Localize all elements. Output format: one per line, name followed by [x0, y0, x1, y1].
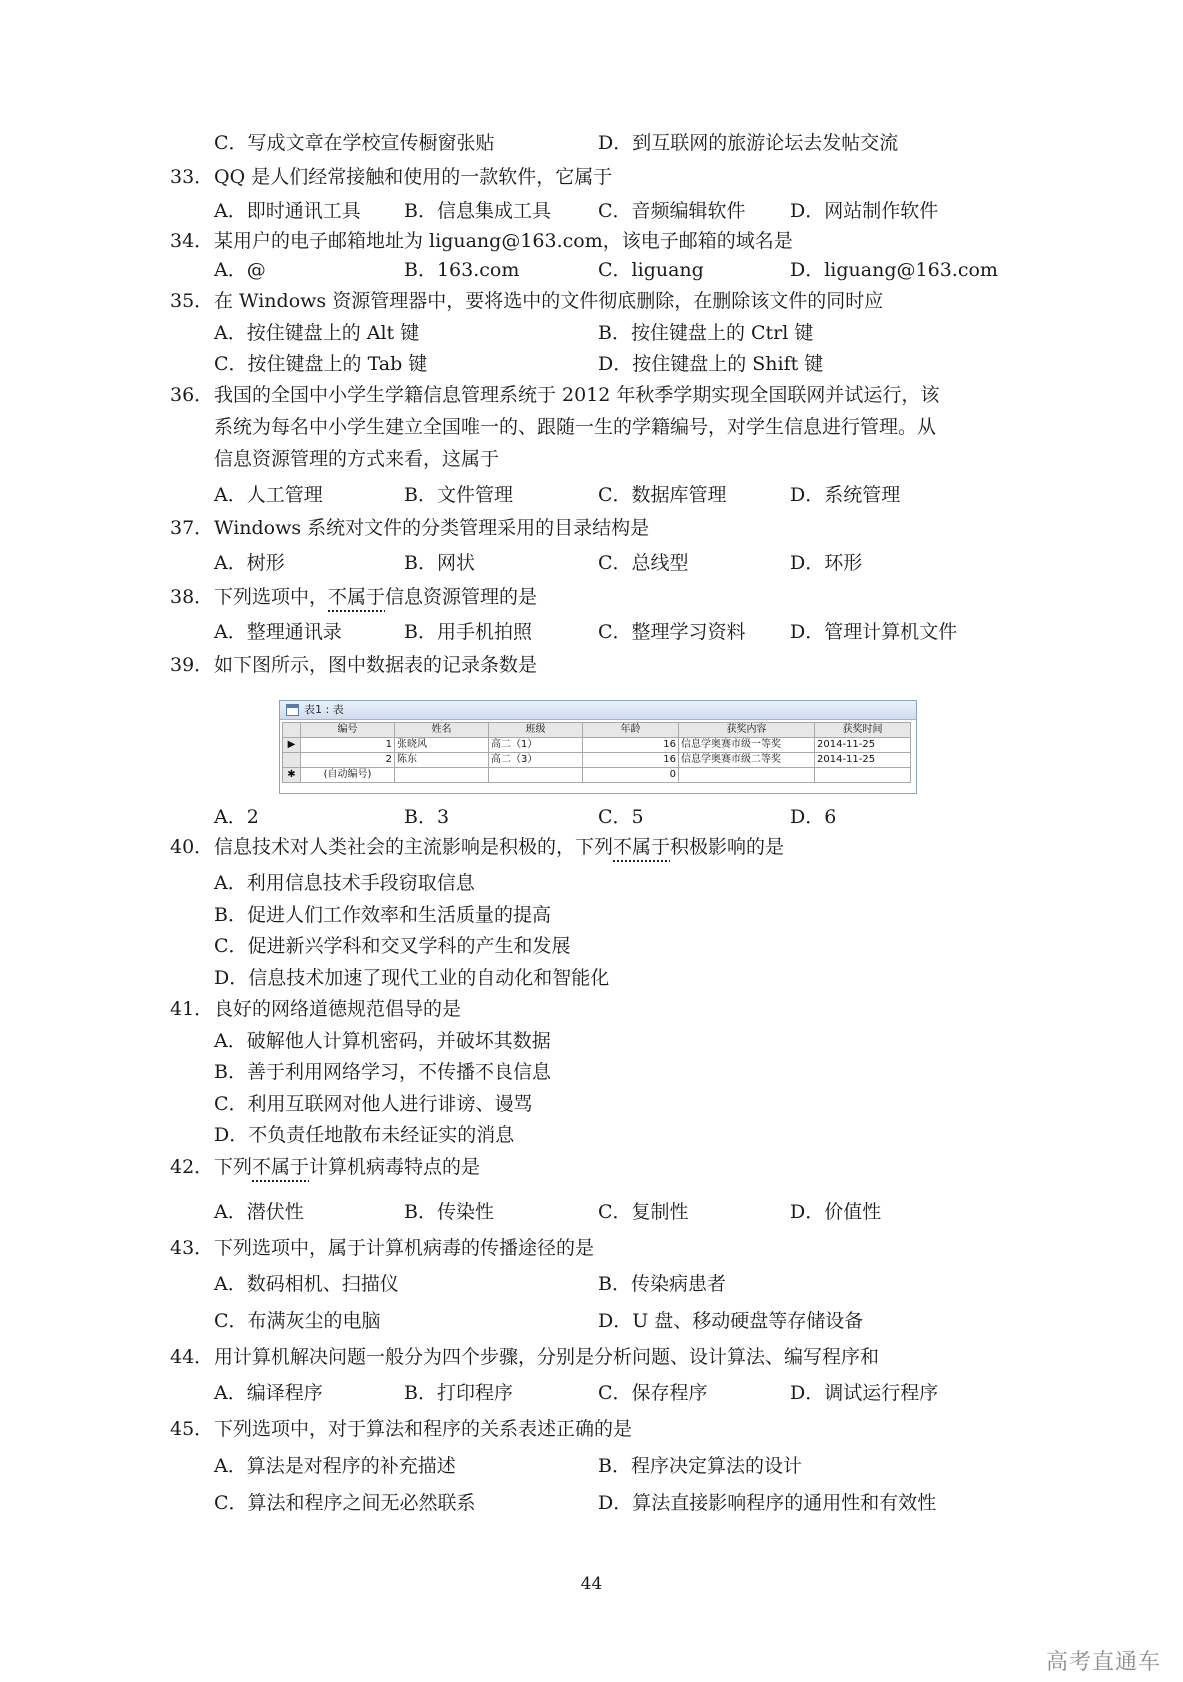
- option-c: C．liguang: [598, 259, 704, 281]
- q35-options-cd: [0, 349, 1183, 379]
- cell-name[interactable]: 陈东: [395, 753, 489, 768]
- option-c: C．总线型: [598, 552, 689, 574]
- question-33: [0, 162, 1183, 192]
- cell-name[interactable]: 张晓风: [395, 738, 489, 753]
- emphasis-text: 不属于: [613, 836, 671, 858]
- option-c: C．5: [598, 806, 644, 828]
- cell-class[interactable]: 高二（3）: [489, 753, 583, 768]
- cell-id[interactable]: 1: [301, 738, 395, 753]
- record-selector[interactable]: ▶: [283, 738, 301, 753]
- option-b: B．传染性: [404, 1201, 494, 1223]
- cell-date[interactable]: 2014-11-25: [815, 738, 911, 753]
- q41-option-b: [0, 1057, 1183, 1087]
- question-36: [0, 380, 1183, 410]
- question-number: 37．: [170, 517, 214, 539]
- column-header[interactable]: 姓名: [395, 723, 489, 738]
- q43-options-ab: [0, 1269, 1183, 1299]
- question-number: 36．: [170, 384, 214, 406]
- q41-option-d: [0, 1120, 1183, 1150]
- option-a: A．整理通讯录: [214, 621, 342, 643]
- question-text: QQ 是人们经常接触和使用的一款软件，它属于: [214, 166, 613, 188]
- cell-class[interactable]: 高二（1）: [489, 738, 583, 753]
- option-d: D．算法直接影响程序的通用性和有效性: [598, 1492, 937, 1514]
- cell-name[interactable]: [395, 768, 489, 783]
- cell-date[interactable]: 2014-11-25: [815, 753, 911, 768]
- option-b: B．打印程序: [404, 1382, 513, 1404]
- option-d: D．6: [790, 806, 837, 828]
- emphasis-text: 不属于: [252, 1156, 310, 1178]
- question-number: 42．: [170, 1156, 214, 1178]
- option-b: B．网状: [404, 552, 475, 574]
- column-header[interactable]: 编号: [301, 723, 395, 738]
- q36-options: [0, 480, 1183, 510]
- header-row: [283, 723, 911, 738]
- new-record-row: [283, 768, 911, 783]
- option-a: A．2: [214, 806, 259, 828]
- select-header: [283, 723, 301, 738]
- option-c: C．利用互联网对他人进行诽谤、谩骂: [214, 1093, 533, 1115]
- record-selector[interactable]: ✱: [283, 768, 301, 783]
- table-window-title: [280, 701, 916, 720]
- watermark-text: 高考直通车: [1045, 1650, 1161, 1675]
- question-34: [0, 226, 1183, 256]
- q40-option-b: [0, 900, 1183, 930]
- option-a: A．利用信息技术手段窃取信息: [214, 872, 475, 894]
- option-d: D．信息技术加速了现代工业的自动化和智能化: [214, 967, 610, 989]
- question-text: 在 Windows 资源管理器中，要将选中的文件彻底删除，在删除该文件的同时应: [214, 290, 884, 312]
- option-d: D．按住键盘上的 Shift 键: [598, 353, 824, 375]
- option-b: B．信息集成工具: [404, 200, 551, 222]
- page-number: 44: [580, 1574, 603, 1594]
- option-b: B．程序决定算法的设计: [598, 1455, 802, 1477]
- option-b: B．传染病患者: [598, 1273, 726, 1295]
- question-37: [0, 513, 1183, 543]
- question-44: [0, 1342, 1183, 1372]
- option-d: D．调试运行程序: [790, 1382, 939, 1404]
- option-d: D．系统管理: [790, 484, 901, 506]
- option-b: B．按住键盘上的 Ctrl 键: [598, 322, 814, 344]
- question-45: [0, 1414, 1183, 1444]
- q40-option-d: [0, 963, 1183, 993]
- question-text-line3: 信息资源管理的方式来看，这属于: [214, 448, 500, 470]
- database-table-window: [279, 700, 917, 794]
- option-c: C．促进新兴学科和交叉学科的产生和发展: [214, 935, 571, 957]
- option-b: B．3: [404, 806, 450, 828]
- text-pre: 下列: [214, 1156, 253, 1178]
- cell-age[interactable]: 16: [583, 738, 679, 753]
- option-a: A．破解他人计算机密码，并破坏其数据: [214, 1030, 551, 1052]
- question-text-line2: 系统为每名中小学生建立全国唯一的、跟随一生的学籍编号，对学生信息进行管理。从: [214, 416, 937, 438]
- option-b: B．促进人们工作效率和生活质量的提高: [214, 904, 551, 926]
- option-a: A．按住键盘上的 Alt 键: [214, 322, 420, 344]
- data-grid: [282, 722, 911, 783]
- question-text: 如下图所示，图中数据表的记录条数是: [214, 654, 538, 676]
- table-title-text: 表1 : 表: [304, 703, 344, 716]
- question-number: 40．: [170, 836, 214, 858]
- question-number: 44．: [170, 1346, 214, 1368]
- q39-options: [0, 802, 1183, 832]
- text-post: 信息资源管理的是: [385, 586, 538, 608]
- table-row: [283, 753, 911, 768]
- option-b: B．善于利用网络学习，不传播不良信息: [214, 1061, 551, 1083]
- cell-age[interactable]: 0: [583, 768, 679, 783]
- q32-options-cd: [0, 128, 1183, 158]
- question-number: 33．: [170, 166, 214, 188]
- text-pre: 下列选项中，: [214, 586, 329, 608]
- question-text: Windows 系统对文件的分类管理采用的目录结构是: [214, 517, 650, 539]
- option-a: A．编译程序: [214, 1382, 323, 1404]
- option-a: A．@: [214, 259, 266, 281]
- q45-options-ab: [0, 1451, 1183, 1481]
- text-post: 计算机病毒特点的是: [309, 1156, 481, 1178]
- cell-class[interactable]: [489, 768, 583, 783]
- q38-options: [0, 617, 1183, 647]
- question-number: 45．: [170, 1418, 214, 1440]
- question-text: 用计算机解决问题一般分为四个步骤，分别是分析问题、设计算法、编写程序和: [214, 1346, 880, 1368]
- option-a: A．数码相机、扫描仪: [214, 1273, 399, 1295]
- column-header[interactable]: 班级: [489, 723, 583, 738]
- text-post: 积极影响的是: [670, 836, 785, 858]
- question-number: 34．: [170, 230, 214, 252]
- q44-options: [0, 1378, 1183, 1408]
- q35-options-ab: [0, 318, 1183, 348]
- question-text: [214, 582, 537, 612]
- option-d: D．U 盘、移动硬盘等存储设备: [598, 1310, 864, 1332]
- question-43: [0, 1233, 1183, 1263]
- question-text: 良好的网络道德规范倡导的是: [214, 998, 462, 1020]
- q40-option-c: [0, 931, 1183, 961]
- option-a: A．算法是对程序的补充描述: [214, 1455, 456, 1477]
- option-c: C．保存程序: [598, 1382, 708, 1404]
- question-39: [0, 650, 1183, 680]
- question-number: 38．: [170, 586, 214, 608]
- option-c: C．写成文章在学校宣传橱窗张贴: [214, 132, 495, 154]
- question-36-cont: [0, 412, 1183, 442]
- question-42: [0, 1152, 1183, 1182]
- q37-options: [0, 548, 1183, 578]
- q34-options: [0, 255, 1183, 285]
- cell-age[interactable]: 16: [583, 753, 679, 768]
- record-selector[interactable]: [283, 753, 301, 768]
- question-40: [0, 832, 1183, 862]
- option-a: A．树形: [214, 552, 285, 574]
- option-d: D．网站制作软件: [790, 200, 939, 222]
- option-a: A．即时通讯工具: [214, 200, 361, 222]
- question-number: 41．: [170, 998, 214, 1020]
- column-header[interactable]: 年龄: [583, 723, 679, 738]
- q33-options: [0, 196, 1183, 226]
- question-number: 39．: [170, 654, 214, 676]
- option-d: D．管理计算机文件: [790, 621, 958, 643]
- cell-id[interactable]: (自动编号): [301, 768, 395, 783]
- option-c: C．按住键盘上的 Tab 键: [214, 353, 428, 375]
- cell-award[interactable]: [679, 768, 815, 783]
- q41-option-a: [0, 1026, 1183, 1056]
- question-36-cont2: [0, 444, 1183, 474]
- option-b: B．文件管理: [404, 484, 513, 506]
- question-text: [214, 1152, 480, 1182]
- question-38: [0, 582, 1183, 612]
- question-text: [214, 832, 784, 862]
- question-number: 43．: [170, 1237, 214, 1259]
- column-header[interactable]: 获奖内容: [679, 723, 815, 738]
- q45-options-cd: [0, 1488, 1183, 1518]
- option-a: A．人工管理: [214, 484, 323, 506]
- question-text: 下列选项中，属于计算机病毒的传播途径的是: [214, 1237, 595, 1259]
- question-text: 下列选项中，对于算法和程序的关系表述正确的是: [214, 1418, 633, 1440]
- q42-options: [0, 1197, 1183, 1227]
- option-d: D．到互联网的旅游论坛去发帖交流: [598, 132, 899, 154]
- text-pre: 信息技术对人类社会的主流影响是积极的，下列: [214, 836, 614, 858]
- question-41: [0, 994, 1183, 1024]
- option-d: D．不负责任地散布未经证实的消息: [214, 1124, 515, 1146]
- emphasis-text: 不属于: [328, 586, 386, 608]
- option-b: B．163.com: [404, 259, 520, 281]
- option-c: C．复制性: [598, 1201, 689, 1223]
- option-d: D．liguang@163.com: [790, 259, 998, 281]
- column-header[interactable]: 获奖时间: [815, 723, 911, 738]
- cell-award[interactable]: 信息学奥赛市级一等奖: [679, 738, 815, 753]
- cell-date[interactable]: [815, 768, 911, 783]
- q41-option-c: [0, 1089, 1183, 1119]
- question-text: 某用户的电子邮箱地址为 liguang@163.com，该电子邮箱的域名是: [214, 230, 793, 252]
- q43-options-cd: [0, 1306, 1183, 1336]
- option-c: C．数据库管理: [598, 484, 727, 506]
- table-icon: [286, 704, 299, 716]
- option-c: C．算法和程序之间无必然联系: [214, 1492, 476, 1514]
- option-c: C．整理学习资料: [598, 621, 746, 643]
- q40-option-a: [0, 868, 1183, 898]
- option-d: D．价值性: [790, 1201, 882, 1223]
- question-35: [0, 286, 1183, 316]
- question-text-line1: 我国的全国中小学生学籍信息管理系统于 2012 年秋季学期实现全国联网并试运行，该: [214, 384, 940, 406]
- cell-id[interactable]: 2: [301, 753, 395, 768]
- option-d: D．环形: [790, 552, 863, 574]
- option-c: C．布满灰尘的电脑: [214, 1310, 381, 1332]
- option-a: A．潜伏性: [214, 1201, 304, 1223]
- cell-award[interactable]: 信息学奥赛市级二等奖: [679, 753, 815, 768]
- table-row: [283, 738, 911, 753]
- question-number: 35．: [170, 290, 214, 312]
- option-b: B．用手机拍照: [404, 621, 532, 643]
- option-c: C．音频编辑软件: [598, 200, 746, 222]
